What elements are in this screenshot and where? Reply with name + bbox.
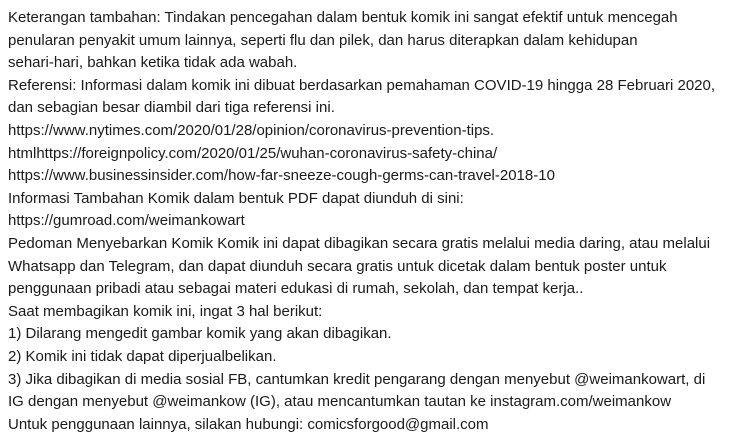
download-url: https://gumroad.com/weimankowart [8, 212, 245, 230]
rule-item: 2) Komik ini tidak dapat diperjualbelikan. [8, 347, 277, 365]
text-line: penggunaan pribadi atau sebagai materi edukasi di rumah, sekolah, dan tempat kerja.. [8, 280, 584, 298]
text-line: Saat membagikan komik ini, ingat 3 hal berikut: [8, 302, 323, 320]
text-line: dan sebagian besar diambil dari tiga referensi ini. [8, 99, 335, 117]
reference-url: https://www.nytimes.com/2020/01/28/opinion/coronavirus-prevention-tips. [8, 121, 495, 139]
text-line: Pedoman Menyebarkan Komik Komik ini dapat dibagikan secara gratis melalui media daring, atau melalui [8, 234, 711, 252]
reference-url: htmlhttps://foreignpolicy.com/2020/01/25/wuhan-coronavirus-safety-china/ [8, 144, 498, 162]
contact-line: Untuk penggunaan lainnya, silakan hubungi: comicsforgood@gmail.com [8, 415, 489, 433]
text-line: Whatsapp dan Telegram, dan dapat diunduh secara gratis untuk dicetak dalam bentuk poster untuk [8, 257, 667, 275]
text-line: Referensi: Informasi dalam komik ini dibuat berdasarkan pemahaman COVID-19 hingga 28 Februari 2020, [8, 76, 716, 94]
reference-url: https://www.businessinsider.com/how-far-sneeze-cough-germs-can-travel-2018-10 [8, 167, 555, 185]
text-line: Informasi Tambahan Komik dalam bentuk PDF dapat diunduh di sini: [8, 189, 464, 207]
text-line: Keterangan tambahan: Tindakan pencegahan dalam bentuk komik ini sangat efektif untuk mencegah [8, 9, 678, 26]
rule-item: 3) Jika dibagikan di media sosial FB, cantumkan kredit pengarang dengan menyebut @weimankowart, di [8, 370, 706, 388]
text-line: sehari-hari, bahkan ketika tidak ada wabah. [8, 54, 298, 72]
rule-item: 1) Dilarang mengedit gambar komik yang akan dibagikan. [8, 325, 392, 343]
rule-item: IG dengan menyebut @weimankow (IG), atau mencantumkan tautan ke instagram.com/weimankow [8, 393, 672, 411]
text-line: penularan penyakit umum lainnya, seperti flu dan pilek, dan harus diterapkan dalam kehidupan [8, 31, 638, 49]
